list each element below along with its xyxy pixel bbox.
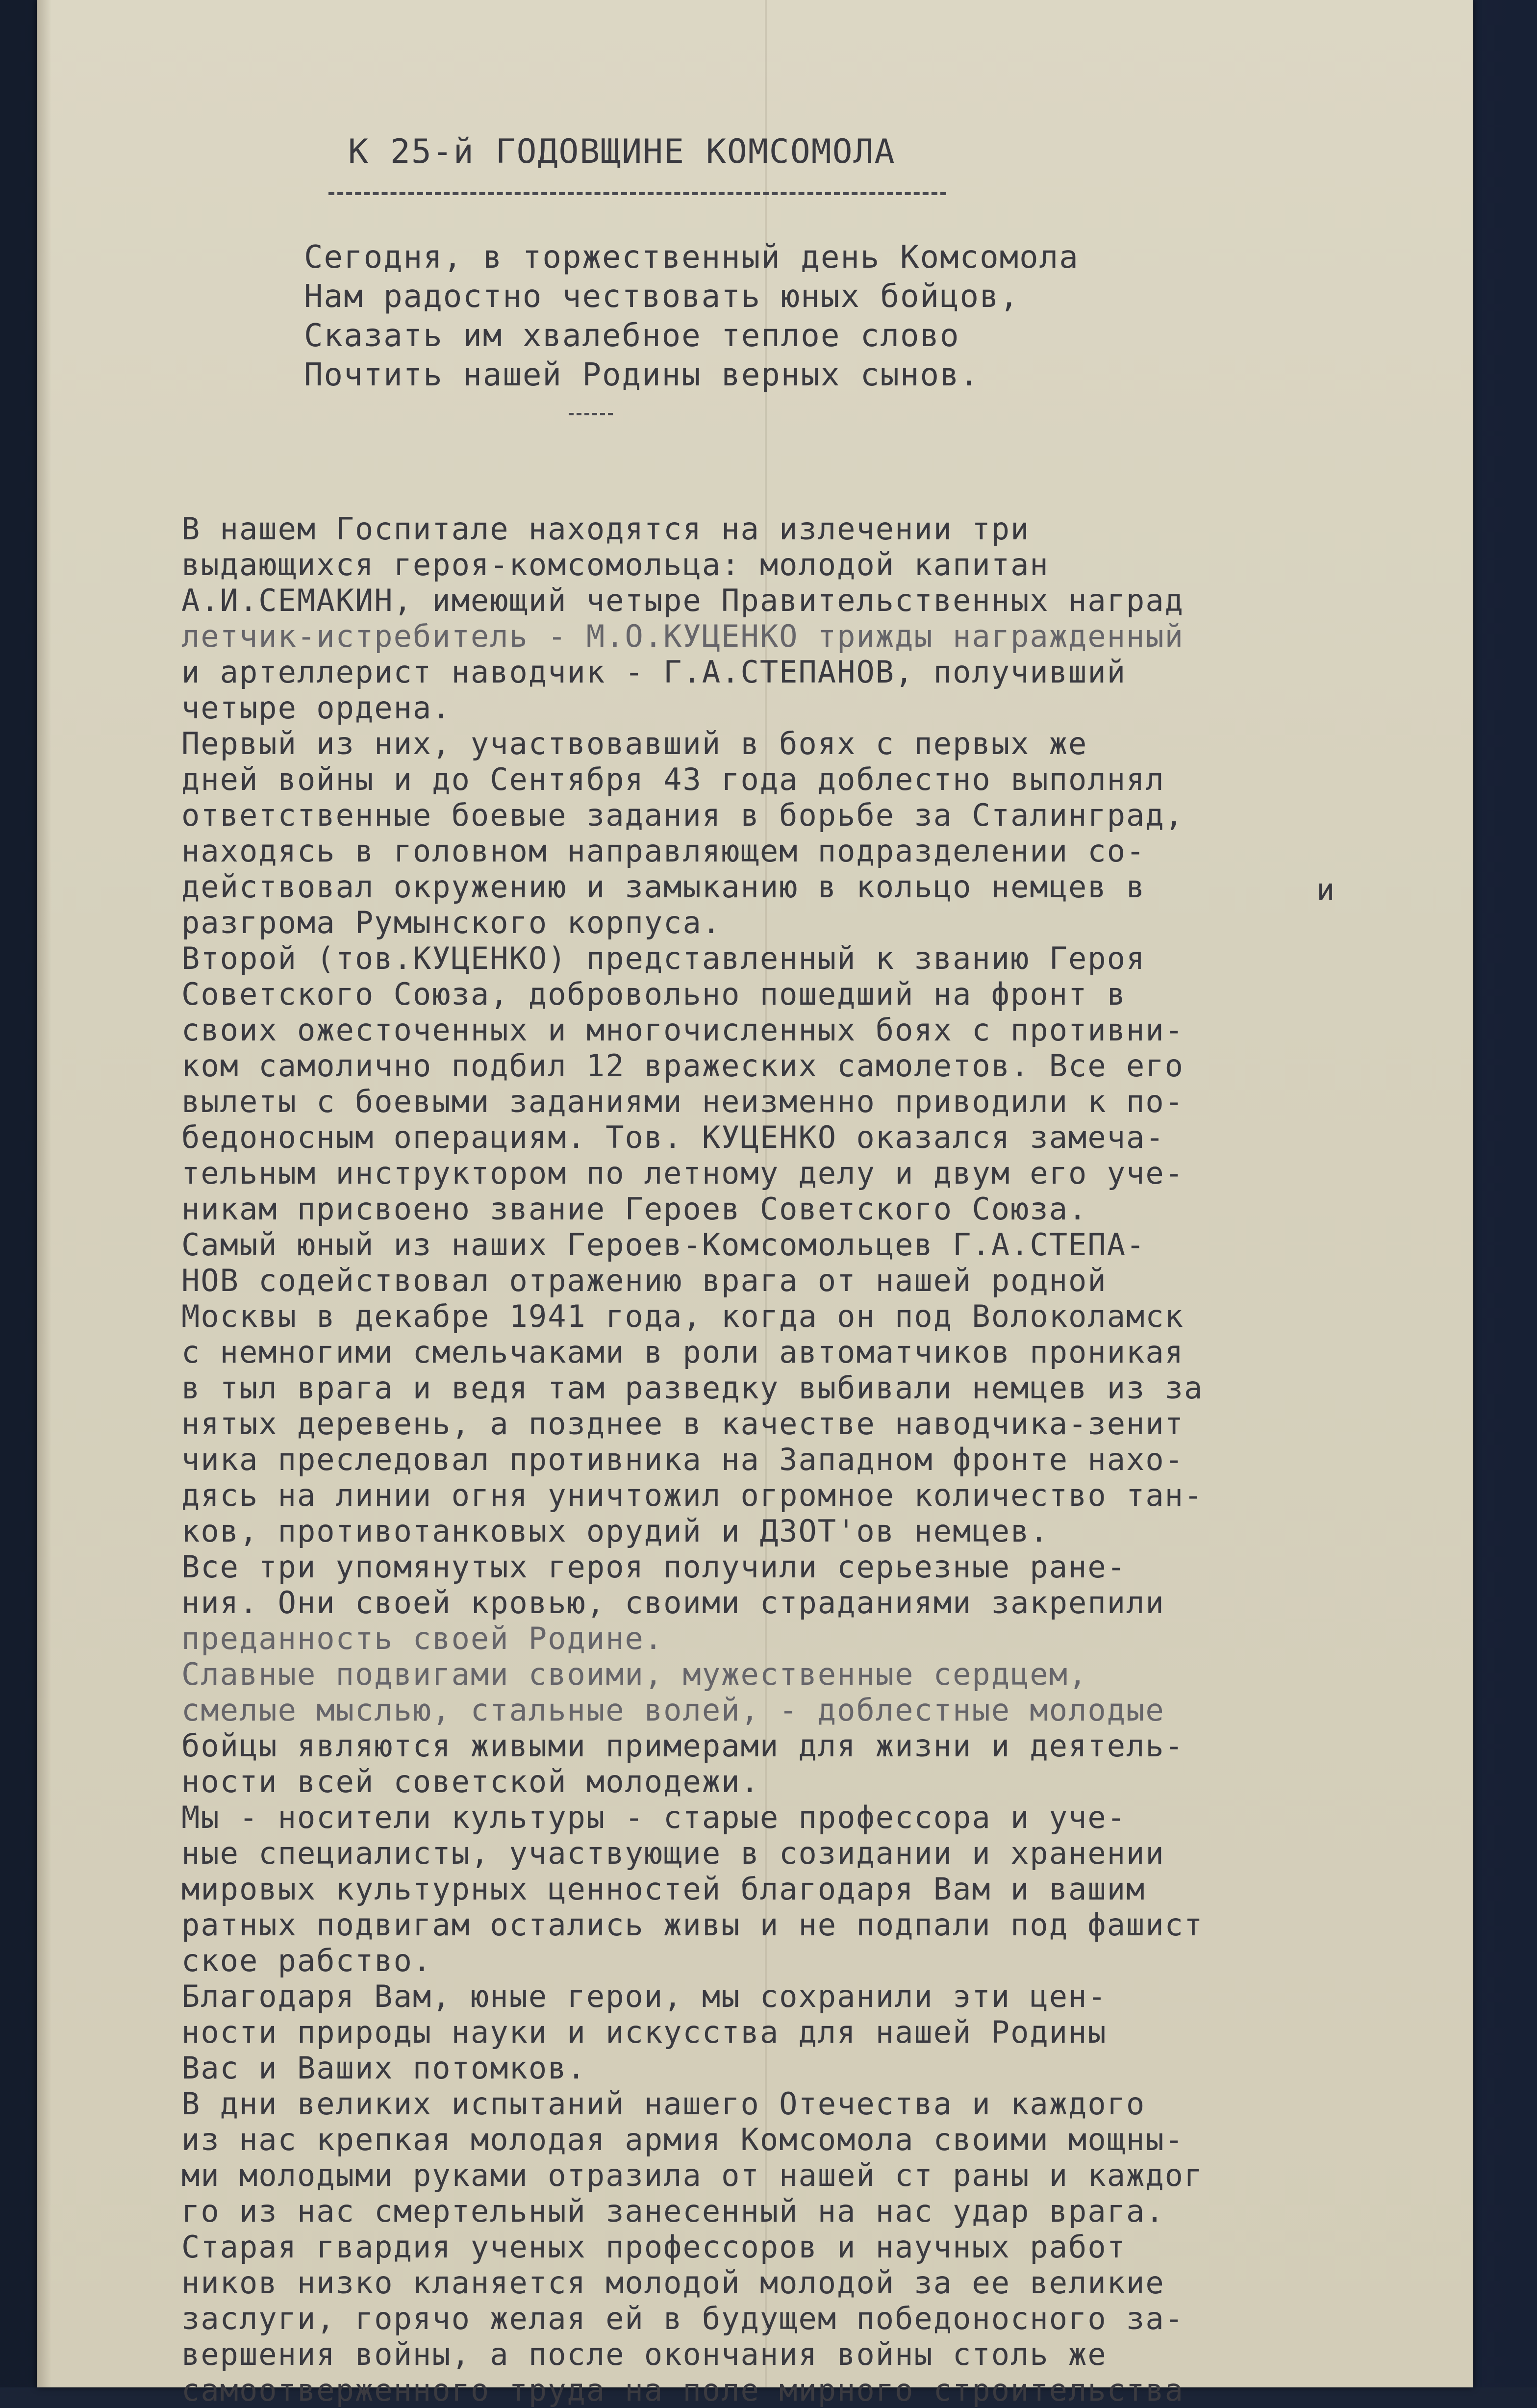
body-line: ком самолично подбил 12 вражеских самолетов. Все его [181, 1048, 1184, 1084]
body-line: Первый из них, участвовавший в боях с первых же [181, 726, 1088, 761]
body-line: дней войны и до Сентября 43 года доблестно выполнял [181, 761, 1165, 797]
body-line: ское рабство. [181, 1943, 432, 1978]
body-line: бойцы являются живыми примерами для жизни и деятель- [181, 1728, 1184, 1764]
body-line: смелые мыслью, стальные волей, - доблестные молодые [181, 1692, 1165, 1728]
body-line: никам присвоено звание Героев Советского Союза. [181, 1191, 1088, 1227]
body-line: преданность своей Родине. [181, 1621, 664, 1656]
body-line: Старая гвардия ученых профессоров и научных работ [181, 2229, 1127, 2265]
body-line: выдающихся героя-комсомольца: молодой капитан [181, 547, 1049, 583]
paper-left-edge [37, 0, 51, 2387]
verse-line: Почтить нашей Родины верных сынов. [304, 357, 980, 393]
verse-line: Сказать им хвалебное теплое слово [304, 318, 960, 354]
margin-mark: и [1316, 872, 1336, 908]
document-title: К 25-й ГОДОВЩИНЕ КОМСОМОЛА [348, 132, 896, 171]
body-text [181, 511, 1203, 2408]
body-line: Благодаря Вам, юные герои, мы сохранили эти цен- [181, 1978, 1107, 2014]
body-line: тельным инструктором по летному делу и двум его уче- [181, 1155, 1184, 1191]
body-line: ми молодыми руками отразила от нашей ст раны и каждог [181, 2157, 1204, 2193]
body-line: вылеты с боевыми заданиями неизменно приводили к по- [181, 1084, 1184, 1119]
body-line: нятых деревень, а позднее в качестве наводчика-зенит [181, 1406, 1184, 1442]
body-line: чика преследовал противника на Западном фронте нахо- [181, 1442, 1184, 1477]
body-line: бедоносным операциям. Тов. КУЦЕНКО оказался замеча- [181, 1119, 1165, 1155]
body-line: самоотверженного труда на поле мирного строительства [181, 2372, 1184, 2408]
body-line: Славные подвигами своими, мужественные сердцем, [181, 1656, 1088, 1692]
body-line: Самый юный из наших Героев-Комсомольцев Г.А.СТЕПА- [181, 1227, 1146, 1263]
body-line: Второй (тов.КУЦЕНКО) представленный к званию Героя [181, 940, 1146, 976]
body-line: дясь на линии огня уничтожил огромное количество тан- [181, 1477, 1204, 1513]
body-line: с немногими смельчаками в роли автоматчиков проникая [181, 1334, 1184, 1370]
body-line: заслуги, горячо желая ей в будущем победоносного за- [181, 2301, 1184, 2336]
title-underline [328, 192, 946, 195]
body-line: ответственные боевые задания в борьбе за Сталинград, [181, 797, 1184, 833]
body-line: НОВ содействовал отражению врага от нашей родной [181, 1263, 1107, 1298]
body-line: в тыл врага и ведя там разведку выбивали немцев из за [181, 1370, 1204, 1406]
body-line: Все три упомянутых героя получили серьезные ране- [181, 1549, 1127, 1585]
body-line: Москвы в декабре 1941 года, когда он под Волоколамск [181, 1298, 1184, 1334]
body-line: из нас крепкая молодая армия Комсомола своими мощны- [181, 2122, 1184, 2157]
verse-line: Нам радостно чествовать юных бойцов, [304, 279, 1020, 315]
body-line: В дни великих испытаний нашего Отечества и каждого [181, 2086, 1146, 2122]
body-line: ности природы науки и искусства для нашей Родины [181, 2014, 1107, 2050]
verse-block [304, 238, 1079, 395]
body-line: А.И.СЕМАКИН, имеющий четыре Правительственных наград [181, 583, 1184, 618]
body-line: ков, противотанковых орудий и ДЗОТ'ов немцев. [181, 1513, 1049, 1549]
body-line: своих ожесточенных и многочисленных боях с противни- [181, 1012, 1184, 1048]
body-line: ния. Они своей кровью, своими страданиями закрепили [181, 1585, 1165, 1621]
body-line: Мы - носители культуры - старые профессора и уче- [181, 1800, 1127, 1835]
body-line: Вас и Ваших потомков. [181, 2050, 586, 2086]
body-line: Советского Союза, добровольно пошедший на фронт в [181, 976, 1127, 1012]
body-line: мировых культурных ценностей благодаря Вам и вашим [181, 1871, 1146, 1907]
body-line: В нашем Госпитале находятся на излечении три [181, 511, 1030, 547]
body-line: ные специалисты, участвующие в созидании и хранении [181, 1835, 1165, 1871]
body-line: вершения войны, а после окончания войны столь же [181, 2336, 1107, 2372]
body-line: четыре ордена. [181, 690, 452, 726]
body-line: находясь в головном направляющем подразделении со- [181, 833, 1146, 869]
body-line: го из нас смертельный занесенный на нас удар врага. [181, 2193, 1165, 2229]
section-separator [569, 413, 613, 415]
body-line: и артеллерист наводчик - Г.А.СТЕПАНОВ, получивший [181, 654, 1127, 690]
body-line: ратных подвигам остались живы и не подпали под фашист [181, 1907, 1204, 1943]
body-line: ников низко кланяется молодой молодой за ее великие [181, 2265, 1165, 2301]
body-line: действовал окружению и замыканию в кольцо немцев в [181, 869, 1146, 905]
verse-line: Сегодня, в торжественный день Комсомола [304, 239, 1079, 276]
body-line: ности всей советской молодежи. [181, 1764, 760, 1800]
body-line: летчик-истребитель - М.О.КУЦЕНКО трижды награжденный [181, 618, 1184, 654]
body-line: разгрома Румынского корпуса. [181, 905, 722, 940]
